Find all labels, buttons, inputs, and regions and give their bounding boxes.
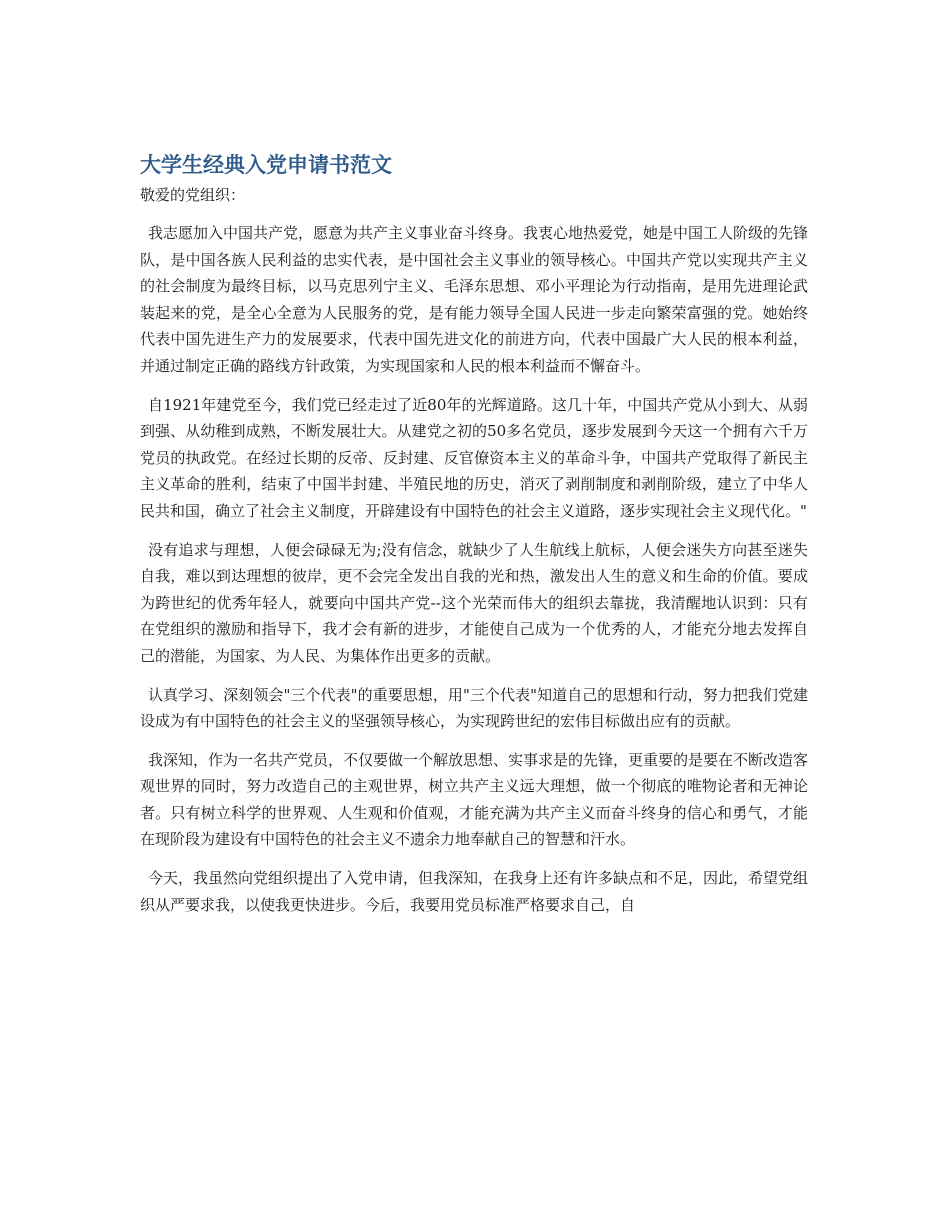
paragraph-6: 今天，我虽然向党组织提出了入党申请，但我深知，在我身上还有许多缺点和不足，因此，希望党组织从严要求我，以使我更快进步。今后，我要用党员标准严格要求自己，自	[140, 869, 809, 914]
paragraph-4: 认真学习、深刻领会"三个代表"的重要思想，用"三个代表"知道自己的思想和行动，努力把我们党建设成为有中国特色的社会主义的坚强领导核心，为实现跨世纪的宏伟目标做出应有的贡献。	[140, 685, 808, 731]
salutation: 敬爱的党组织：	[140, 186, 246, 204]
paragraph-2: 自1921年建党至今，我们党已经走过了近80年的光辉道路。这几十年，中国共产党从小到大、从弱到强、从幼稚到成熟，不断发展壮大。从建党之初的50多名党员，逐步发展到今天这一个拥有六千万党员的执政党。在经过长期的反帝、反封建、反官僚资本主义的革命斗争，中国共产党取得了新民主主义革命的胜利，结束了中国半封建、半殖民地的历史，消灭了剥削制度和剥削阶级，建立了中华人民共和国，确立了社会主义制度，开辟建设有中国特色的社会主义道路，逐步实现社会主义现代化。"	[140, 395, 808, 520]
document-body	[140, 150, 808, 930]
paragraph-5: 我深知，作为一名共产党员，不仅要做一个解放思想、实事求是的先锋，更重要的是要在不断改造客观世界的同时，努力改造自己的主观世界，树立共产主义远大理想，做一个彻底的唯物论者和无神论者。只有树立科学的世界观、人生观和价值观，才能充满为共产主义而奋斗终身的信心和勇气，才能在现阶段为建设有中国特色的社会主义不遗余力地奉献自己的智慧和汗水。	[140, 750, 809, 849]
paragraph-1: 我志愿加入中国共产党，愿意为共产主义事业奋斗终身。我衷心地热爱党，她是中国工人阶级的先锋队，是中国各族人民利益的忠实代表，是中国社会主义事业的领导核心。中国共产党以实现共产主义的社会制度为最终目标，以马克思列宁主义、毛泽东思想、邓小平理论为行动指南，是用先进理论武装起来的党，是全心全意为人民服务的党，是有能力领导全国人民进一步走向繁荣富强的党。她始终代表中国先进生产力的发展要求，代表中国先进文化的前进方向，代表中国最广大人民的根本利益，并通过制定正确的路线方针政策，为实现国家和人民的根本利益而不懈奋斗。	[140, 224, 809, 375]
document-title: 大学生经典入党申请书范文	[140, 153, 392, 177]
paragraph-3: 没有追求与理想，人便会碌碌无为;没有信念，就缺少了人生航线上航标，人便会迷失方向甚至迷失自我，难以到达理想的彼岸，更不会完全发出自我的光和热，激发出人生的意义和生命的价值。要成为跨世纪的优秀年轻人，就要向中国共产党--这个光荣而伟大的组织去靠拢，我清醒地认识到：只有在党组织的激励和指导下，我才会有新的进步，才能使自己成为一个优秀的人，才能充分地去发挥自己的潜能，为国家、为人民、为集体作出更多的贡献。	[140, 540, 808, 665]
